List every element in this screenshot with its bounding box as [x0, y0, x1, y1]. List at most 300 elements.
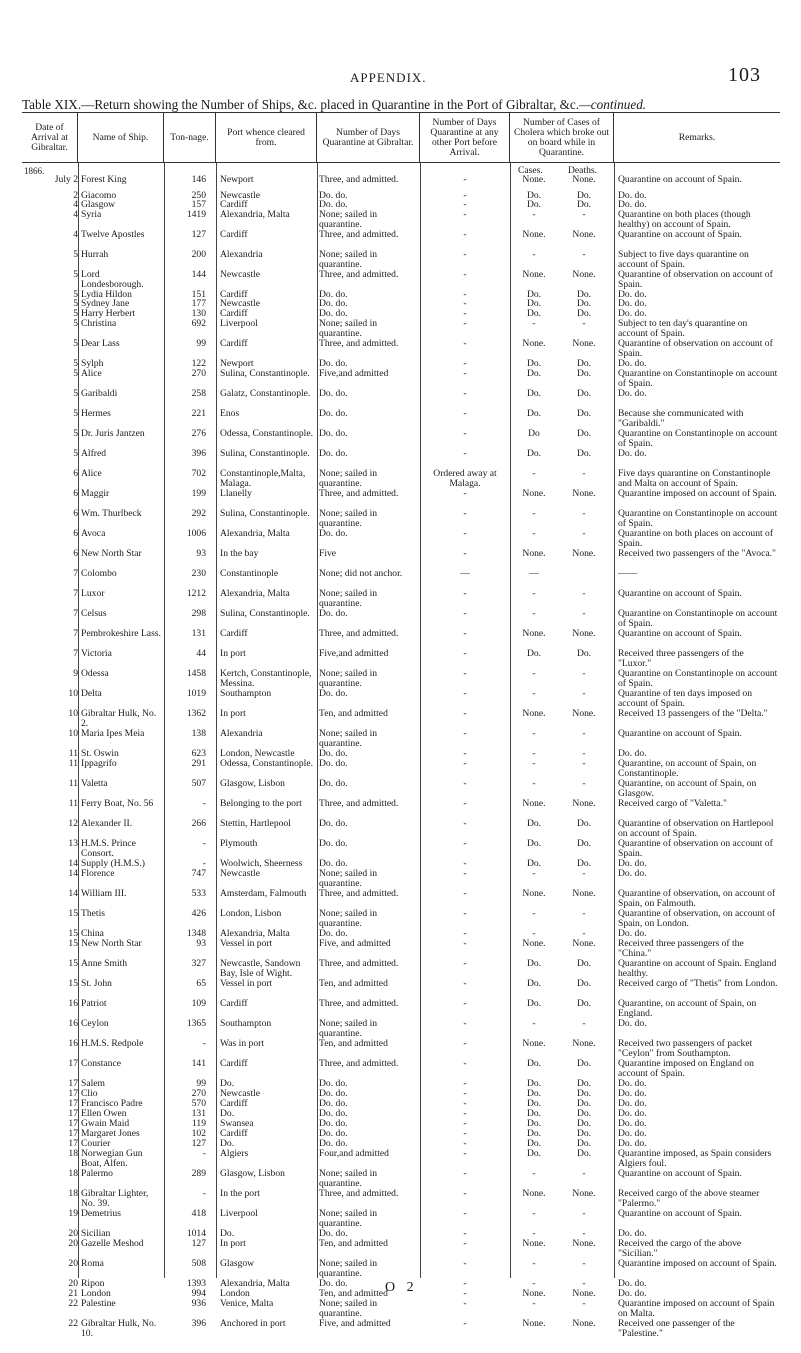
column-rule	[317, 163, 318, 1278]
row-port: Plymouth	[220, 838, 258, 849]
row-ton: 1348	[186, 928, 206, 939]
row-cases: None.	[522, 888, 546, 899]
row-rem: Do. do.	[618, 1118, 647, 1129]
row-date: 17	[68, 1088, 78, 1099]
row-name: Forest King	[81, 174, 127, 185]
row-other: -	[463, 428, 467, 439]
row-ton: 44	[196, 648, 206, 659]
row-name: Syria	[81, 209, 102, 220]
row-cases: None.	[522, 628, 546, 639]
row-other: -	[463, 1288, 467, 1299]
row-days: Do. do.	[319, 358, 348, 369]
row-ton: 199	[191, 488, 206, 499]
row-deaths: None.	[572, 798, 596, 809]
row-rem: Quarantine, on account of Spain, on Glasgow.	[618, 778, 757, 799]
row-deaths: -	[582, 868, 586, 879]
row-other: -	[463, 199, 467, 210]
row-ton: 1365	[186, 1018, 206, 1029]
row-rem: Do. do.	[618, 308, 647, 319]
row-date: 7	[73, 588, 78, 599]
row-ton: 127	[191, 229, 206, 240]
col-header-other: Number of Days Quarantine at any other Port before Arrival.	[420, 113, 510, 163]
row-other: -	[463, 448, 467, 459]
row-cases: Do.	[526, 858, 542, 869]
row-rem: Quarantine imposed on account of Spain.	[618, 488, 777, 499]
row-other: Ordered away at Malaga.	[433, 468, 497, 489]
row-ton: 692	[191, 318, 206, 329]
row-other: -	[463, 1038, 467, 1049]
row-other: -	[463, 838, 467, 849]
row-name: Florence	[81, 868, 115, 879]
row-rem: Do. do.	[618, 1278, 647, 1289]
row-date: 4	[73, 229, 78, 240]
row-name: Supply (H.M.S.)	[81, 858, 145, 869]
row-other: -	[463, 728, 467, 739]
row-days: Do. do.	[319, 308, 348, 319]
row-port: Newcastle, Sandown Bay, Isle of Wight.	[220, 958, 301, 979]
row-days: Do. do.	[319, 199, 348, 210]
row-port: Do.	[220, 1108, 235, 1119]
row-ton: -	[202, 1038, 206, 1049]
row-days: Three, and admitted.	[319, 1058, 399, 1069]
row-name: Alexander II.	[81, 818, 133, 829]
row-rem: Quarantine of observation on account of Spain.	[618, 838, 773, 859]
row-rem: Quarantine on Constantinople on account of Spain.	[618, 368, 778, 389]
row-port: Newcastle	[220, 868, 260, 879]
row-rem: Do. do.	[618, 1078, 647, 1089]
row-cases: -	[532, 528, 536, 539]
row-deaths: -	[582, 908, 586, 919]
row-cases: -	[532, 209, 536, 220]
row-date: 15	[68, 958, 78, 969]
row-rem: Subject to ten day's quarantine on account of Spain.	[618, 318, 748, 339]
year-label: 1866.	[24, 166, 45, 176]
row-cases: Do.	[526, 1108, 542, 1119]
row-rem: Received 13 passengers of the "Delta."	[618, 708, 768, 719]
row-name: Maggir	[81, 488, 110, 499]
row-cases: Do.	[526, 298, 542, 309]
row-ton: 127	[191, 1238, 206, 1249]
row-days: Three, and admitted.	[319, 958, 399, 969]
row-other: -	[463, 928, 467, 939]
row-date: 9	[73, 668, 78, 679]
row-days: Five	[319, 548, 337, 559]
row-ton: -	[202, 858, 206, 869]
row-rem: Quarantine imposed on account of Spain on Malta.	[618, 1298, 775, 1319]
row-cases: -	[532, 1258, 536, 1269]
row-ton: 130	[191, 308, 206, 319]
row-ton: 151	[191, 289, 206, 300]
row-ton: -	[202, 1148, 206, 1159]
row-days: Do. do.	[319, 818, 348, 829]
row-cases: —	[529, 568, 539, 579]
row-name: St. Oswin	[81, 748, 119, 759]
row-deaths: -	[582, 249, 586, 260]
row-days: None; sailed in quarantine.	[319, 1168, 378, 1189]
row-port: London, Lisbon	[220, 908, 282, 919]
row-days: Do. do.	[319, 758, 348, 769]
row-rem: Received three passengers of the "Luxor."	[618, 648, 744, 669]
row-other: -	[463, 588, 467, 599]
col-header-cholera: Number of Cases of Cholera which broke out on board while in Quarantine.	[510, 113, 614, 163]
row-port: In port	[220, 708, 246, 719]
row-port: Constantinople	[220, 568, 279, 579]
row-ton: 1014	[186, 1228, 206, 1239]
row-port: Alexandria, Malta	[220, 528, 290, 539]
row-name: William III.	[81, 888, 127, 899]
row-rem: Quarantine on account of Spain.	[618, 1168, 742, 1179]
row-deaths: -	[582, 748, 586, 759]
row-days: Do. do.	[319, 858, 348, 869]
row-date: July 2	[54, 174, 78, 185]
row-cases: None.	[522, 708, 546, 719]
row-port: Cardiff	[220, 1098, 248, 1109]
row-other: -	[463, 1078, 467, 1089]
row-ton: 99	[196, 338, 206, 349]
row-other: -	[463, 488, 467, 499]
row-port: Cardiff	[220, 308, 248, 319]
row-deaths: None.	[572, 269, 596, 280]
row-name: Victoria	[81, 648, 112, 659]
row-rem: Do. do.	[618, 928, 647, 939]
row-deaths: Do.	[576, 978, 592, 989]
row-date: 6	[73, 548, 78, 559]
row-date: 7	[73, 608, 78, 619]
row-date: 2	[73, 190, 78, 201]
row-deaths: -	[582, 608, 586, 619]
row-cases: -	[532, 668, 536, 679]
row-cases: Do.	[526, 1088, 542, 1099]
row-name: Alice	[81, 368, 102, 379]
row-deaths: None.	[572, 1318, 596, 1329]
row-rem: Received cargo of "Thetis" from London.	[618, 978, 778, 989]
row-date: 5	[73, 318, 78, 329]
row-cases: None.	[522, 1288, 546, 1299]
row-date: 6	[73, 468, 78, 479]
row-other: -	[463, 1278, 467, 1289]
row-cases: None.	[522, 1038, 546, 1049]
row-rem: Do. do.	[618, 1098, 647, 1109]
row-deaths: -	[582, 508, 586, 519]
row-ton: 127	[191, 1138, 206, 1149]
row-days: Three, and admitted.	[319, 888, 399, 899]
row-port: Alexandria, Malta	[220, 209, 290, 220]
row-other: -	[463, 1098, 467, 1109]
row-name: Ippagrifo	[81, 758, 117, 769]
row-ton: 1393	[186, 1278, 206, 1289]
row-days: Five, and admitted	[319, 938, 391, 949]
row-rem: Because she communicated with "Garibaldi."	[618, 408, 744, 429]
row-ton: 141	[191, 1058, 206, 1069]
row-date: 6	[73, 528, 78, 539]
row-deaths: Do.	[576, 1108, 592, 1119]
row-other: -	[463, 1118, 467, 1129]
row-date: 17	[68, 1118, 78, 1129]
row-ton: 292	[191, 508, 206, 519]
row-port: Newport	[220, 174, 254, 185]
row-port: Alexandria, Malta	[220, 588, 290, 599]
row-other: -	[463, 408, 467, 419]
row-cases: -	[532, 688, 536, 699]
row-days: Do. do.	[319, 298, 348, 309]
row-deaths: None.	[572, 938, 596, 949]
row-date: 17	[68, 1108, 78, 1119]
row-rem: Quarantine imposed on England on account of Spain.	[618, 1058, 754, 1079]
row-port: Southampton	[220, 1018, 272, 1029]
row-rem: Do. do.	[618, 190, 647, 201]
row-days: Do. do.	[319, 1078, 348, 1089]
row-rem: Quarantine on account of Spain.	[618, 628, 742, 639]
row-deaths: Do.	[576, 1148, 592, 1159]
row-other: -	[463, 758, 467, 769]
row-date: 10	[68, 688, 78, 699]
row-other: -	[463, 748, 467, 759]
row-ton: 122	[191, 358, 206, 369]
col-header-days: Number of Days Quarantine at Gibraltar.	[317, 113, 420, 163]
row-deaths: Do.	[576, 1128, 592, 1139]
row-name: Patriot	[81, 998, 107, 1009]
row-date: 11	[68, 798, 78, 809]
row-cases: -	[532, 1298, 536, 1309]
row-ton: 138	[191, 728, 206, 739]
row-ton: 747	[191, 868, 206, 879]
row-other: -	[463, 1168, 467, 1179]
row-days: Ten, and admitted	[319, 1038, 388, 1049]
row-deaths: Do.	[576, 298, 592, 309]
row-other: -	[463, 858, 467, 869]
row-name: Colombo	[81, 568, 117, 579]
row-ton: 270	[191, 1088, 206, 1099]
row-name: Wm. Thurlbeck	[81, 508, 142, 519]
row-port: Odessa, Constantinople.	[220, 758, 313, 769]
row-name: Garibaldi	[81, 388, 118, 399]
row-days: None; sailed in quarantine.	[319, 209, 378, 230]
row-name: Gibraltar Lighter, No. 39.	[81, 1188, 149, 1209]
row-other: -	[463, 818, 467, 829]
row-port: Sulina, Constantinople.	[220, 508, 310, 519]
row-ton: 533	[191, 888, 206, 899]
row-days: Do. do.	[319, 190, 348, 201]
row-cases: Do.	[526, 838, 542, 849]
row-cases: -	[532, 908, 536, 919]
row-deaths: None.	[572, 174, 596, 185]
row-rem: Do. do.	[618, 1228, 647, 1239]
row-deaths: Do.	[576, 289, 592, 300]
row-ton: -	[202, 798, 206, 809]
row-port: Swansea	[220, 1118, 254, 1129]
row-ton: -	[202, 838, 206, 849]
row-deaths: Do.	[576, 408, 592, 419]
row-ton: 109	[191, 998, 206, 1009]
row-name: Twelve Apostles	[81, 229, 145, 240]
row-name: Delta	[81, 688, 102, 699]
row-days: None; sailed in quarantine.	[319, 1018, 378, 1039]
row-date: 17	[68, 1128, 78, 1139]
row-name: Ripon	[81, 1278, 105, 1289]
row-name: Sydney Jane	[81, 298, 130, 309]
row-port: In port	[220, 648, 246, 659]
row-port: Alexandria	[220, 728, 263, 739]
row-date: 5	[73, 249, 78, 260]
row-port: Cardiff	[220, 229, 248, 240]
row-rem: Do. do.	[618, 388, 647, 399]
row-cases: Do.	[526, 648, 542, 659]
row-rem: Do. do.	[618, 858, 647, 869]
row-date: 17	[68, 1098, 78, 1109]
row-other: -	[463, 708, 467, 719]
row-name: Courier	[81, 1138, 111, 1149]
column-rule	[420, 163, 421, 1278]
row-date: 4	[73, 199, 78, 210]
row-name: Glasgow	[81, 199, 116, 210]
row-cases: -	[532, 748, 536, 759]
row-days: Do. do.	[319, 748, 348, 759]
row-rem: Do. do.	[618, 199, 647, 210]
row-other: -	[463, 888, 467, 899]
row-rem: Quarantine on both places (though healthy) on account of Spain.	[618, 209, 751, 230]
row-rem: Do. do.	[618, 1088, 647, 1099]
row-port: Glasgow, Lisbon	[220, 1168, 285, 1179]
row-deaths: -	[582, 728, 586, 739]
row-other: -	[463, 978, 467, 989]
row-date: 13	[68, 838, 78, 849]
row-rem: Five days quarantine on Constantinople and Malta on account of Spain.	[618, 468, 771, 489]
row-rem: Do. do.	[618, 1018, 647, 1029]
row-deaths: -	[582, 758, 586, 769]
row-rem: ——	[618, 568, 638, 579]
col-header-remarks: Remarks.	[614, 113, 780, 163]
row-deaths: Do.	[576, 1138, 592, 1149]
row-cases: None.	[522, 1188, 546, 1199]
row-other: -	[463, 1088, 467, 1099]
row-days: Do. do.	[319, 688, 348, 699]
row-other: -	[463, 1228, 467, 1239]
row-deaths: None.	[572, 888, 596, 899]
row-ton: 289	[191, 1168, 206, 1179]
row-name: China	[81, 928, 104, 939]
row-days: Three, and admitted.	[319, 338, 399, 349]
row-port: Do.	[220, 1138, 235, 1149]
row-ton: 298	[191, 608, 206, 619]
row-name: Lydia Hildon	[81, 289, 132, 300]
row-date: 7	[73, 648, 78, 659]
row-ton: 1006	[186, 528, 206, 539]
row-rem: Do. do.	[618, 1288, 647, 1299]
row-cases: Do.	[526, 388, 542, 399]
row-days: Do. do.	[319, 408, 348, 419]
row-rem: Quarantine of observation, on account of Spain, on Falmouth.	[618, 888, 776, 909]
row-date: 5	[73, 298, 78, 309]
row-deaths: None.	[572, 1038, 596, 1049]
row-cases: Do.	[526, 289, 542, 300]
col-header-date: Date of Arrival at Gibraltar.	[22, 113, 78, 163]
row-deaths: Do.	[576, 199, 592, 210]
row-ton: 1458	[186, 668, 206, 679]
row-rem: Quarantine on Constantinople on account of Spain.	[618, 608, 778, 629]
row-date: 15	[68, 978, 78, 989]
row-ton: 1212	[186, 588, 206, 599]
row-ton: 119	[191, 1118, 206, 1129]
row-date: 14	[68, 858, 78, 869]
row-port: Cardiff	[220, 338, 248, 349]
row-ton: 936	[191, 1298, 206, 1309]
row-name: Valetta	[81, 778, 108, 789]
row-deaths: -	[582, 588, 586, 599]
row-port: Algiers	[220, 1148, 249, 1159]
row-other: -	[463, 628, 467, 639]
row-days: Three, and admitted.	[319, 229, 399, 240]
row-date: 7	[73, 568, 78, 579]
row-other: -	[463, 289, 467, 300]
row-days: None; sailed in quarantine.	[319, 668, 378, 689]
row-other: -	[463, 1148, 467, 1159]
row-deaths: Do.	[576, 368, 592, 379]
row-date: 18	[68, 1188, 78, 1199]
row-rem: Received cargo of the above steamer "Palermo."	[618, 1188, 760, 1209]
row-cases: Do.	[526, 1128, 542, 1139]
row-days: Do. do.	[319, 528, 348, 539]
row-cases: Do.	[526, 818, 542, 829]
row-ton: 418	[191, 1208, 206, 1219]
row-days: Do. do.	[319, 289, 348, 300]
row-other: -	[463, 388, 467, 399]
row-rem: Quarantine of observation, on account of Spain, on London.	[618, 908, 776, 929]
row-rem: Do. do.	[618, 1108, 647, 1119]
row-name: Avoca	[81, 528, 106, 539]
row-port: Woolwich, Sheerness	[220, 858, 303, 869]
row-rem: Received three passengers of the "China."	[618, 938, 744, 959]
row-deaths: None.	[572, 628, 596, 639]
row-cases: Do.	[526, 998, 542, 1009]
row-port: Stettin, Hartlepool	[220, 818, 291, 829]
row-days: None; sailed in quarantine.	[319, 728, 378, 749]
row-deaths: None.	[572, 548, 596, 559]
row-port: Enos	[220, 408, 240, 419]
row-other: -	[463, 908, 467, 919]
row-deaths: -	[582, 1258, 586, 1269]
row-ton: 93	[196, 548, 206, 559]
page-number: 103	[728, 64, 761, 86]
row-deaths: Do.	[576, 1088, 592, 1099]
column-rule	[614, 163, 615, 1278]
row-ton: 177	[191, 298, 206, 309]
row-date: 11	[68, 758, 78, 769]
row-name: Ellen Owen	[81, 1108, 127, 1119]
row-deaths: -	[582, 688, 586, 699]
row-cases: None.	[522, 488, 546, 499]
row-deaths: Do.	[576, 1058, 592, 1069]
row-rem: Quarantine on Constantinople on account of Spain.	[618, 428, 778, 449]
row-ton: 396	[191, 1318, 206, 1329]
row-port: Alexandria, Malta	[220, 1278, 290, 1289]
row-rem: Quarantine on account of Spain. England healthy.	[618, 958, 777, 979]
row-other: -	[463, 1128, 467, 1139]
row-cases: None.	[522, 548, 546, 559]
row-deaths: Do.	[576, 388, 592, 399]
row-name: Alfred	[81, 448, 107, 459]
row-rem: Quarantine of observation on Hartlepool on account of Spain.	[618, 818, 774, 839]
row-port: Galatz, Constantinople.	[220, 388, 311, 399]
row-date: 5	[73, 338, 78, 349]
row-deaths: Do.	[576, 448, 592, 459]
row-name: Hurrah	[81, 249, 109, 260]
row-port: Vessel in port	[220, 978, 273, 989]
row-days: Do. do.	[319, 1118, 348, 1129]
row-ton: 146	[191, 174, 206, 185]
row-date: 5	[73, 408, 78, 419]
row-other: -	[463, 308, 467, 319]
row-ton: 327	[191, 958, 206, 969]
